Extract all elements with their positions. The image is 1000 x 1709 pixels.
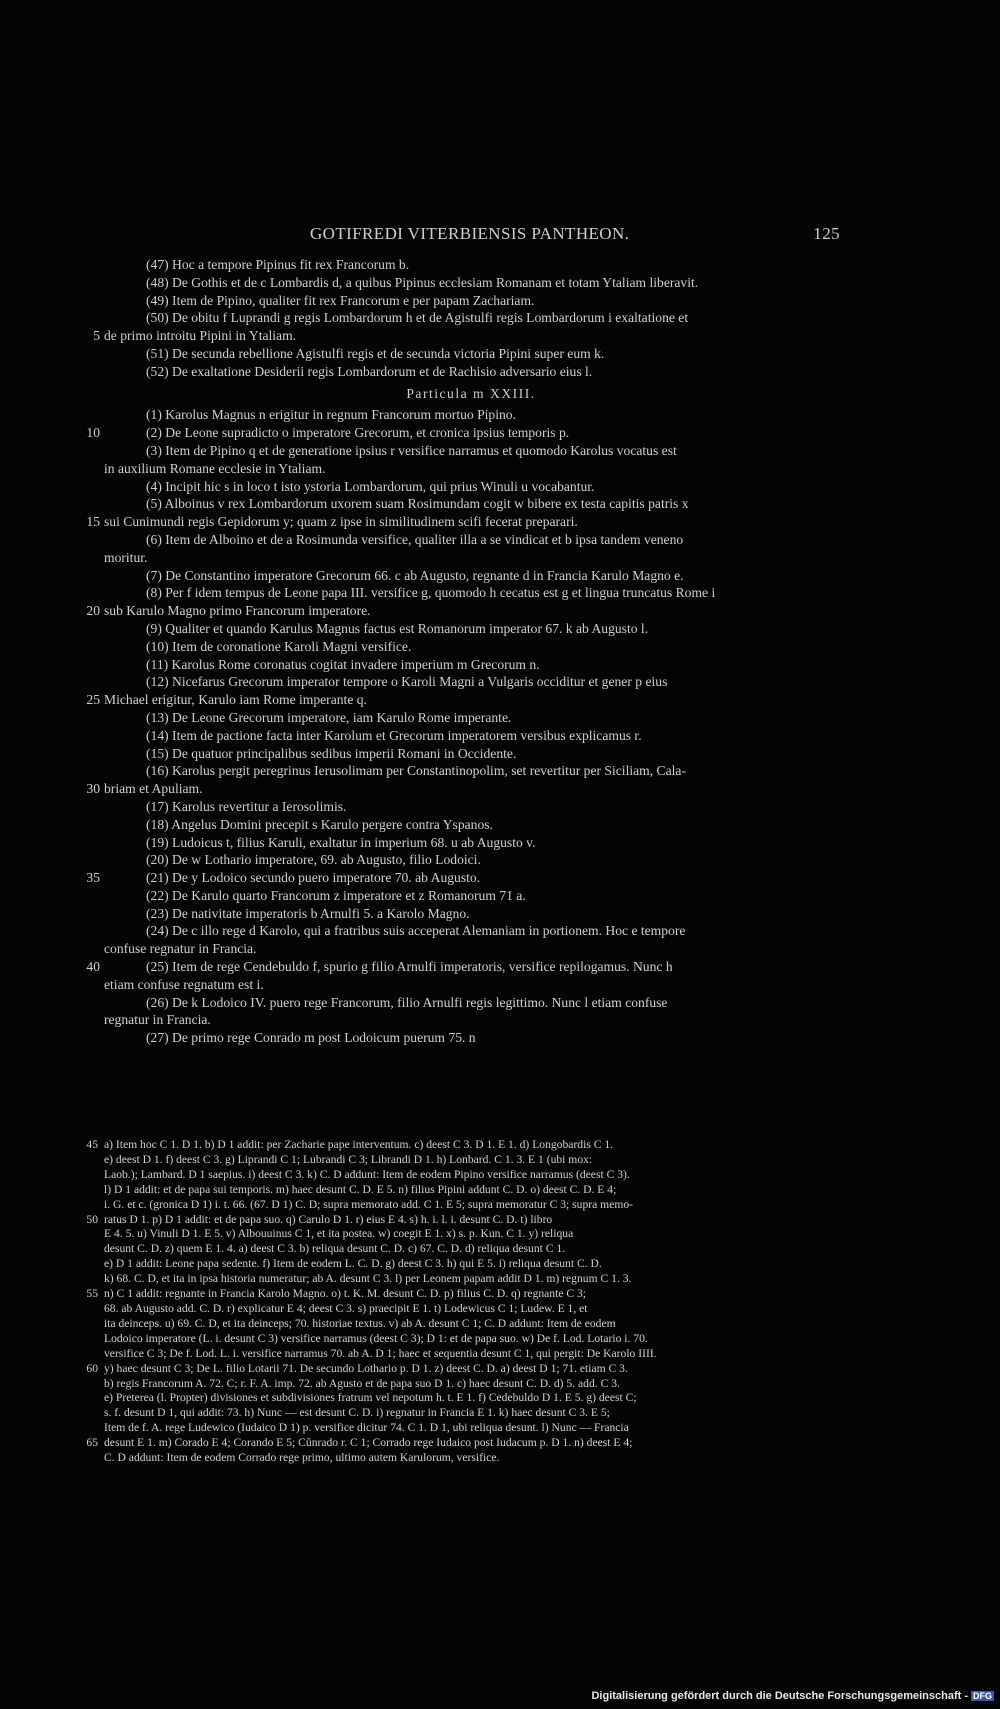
text-line — [104, 727, 838, 745]
line-text: (2) De Leone supradicto o imperatore Grecorum, et cronica ipsius temporis p. — [146, 425, 570, 441]
text-line — [104, 656, 838, 674]
line-text: (11) Karolus Rome coronatus cogitat invadere imperium m Grecorum n. — [146, 656, 540, 672]
line-text: (52) De exaltatione Desiderii regis Lombardorum et de Rachisio adversario eius l. — [146, 363, 593, 379]
line-number: 30 — [86, 781, 100, 797]
note-line — [104, 1332, 836, 1347]
line-text: ratus D 1. p) D 1 addit: et de papa suo. q) Carulo D 1. r) eius E 4. s) h. i. l. i. desunt C. D. t) libro — [104, 1212, 553, 1226]
note-line — [86, 1361, 836, 1377]
line-text: (6) Item de Alboino et de a Rosimunda versifice, qualiter illa a se vindicat et b ipsa tandem veneno — [146, 531, 684, 547]
line-text: (24) De c illo rege d Karolo, qui a fratribus suis acceperat Alemaniam in portionem. Hoc e tempore — [146, 923, 686, 939]
text-line — [104, 478, 838, 496]
text-line — [104, 976, 838, 994]
note-line — [104, 1183, 836, 1198]
text-line — [104, 745, 838, 763]
line-text: (7) De Constantino imperatore Grecorum 66. c ab Augusto, regnante d in Francia Karulo Magno e. — [146, 567, 684, 583]
line-text: ita deinceps. u) 69. C. D, et ita deinceps; 70. historiae textus. v) ab A. desunt C 1; C. D addunt: Item de eodem — [104, 1316, 616, 1330]
line-text: (26) De k Lodoico IV. puero rege Francorum, filio Arnulfi regis legittimo. Nunc l etiam confuse — [146, 994, 668, 1010]
line-text: e) deest D 1. f) deest C 3. g) Liprandi C 1; Lubrandi C 3; Librandi D 1. h) Lonbard. C 1. 3. E 1 (ubi mox: — [104, 1152, 593, 1166]
text-line — [104, 531, 838, 549]
text-line — [104, 1029, 838, 1047]
line-text: versifice C 3; De f. Lod. L. i. versifice narramus 70. ab A. D 1; haec et sequentia desunt C 1, qui pergit: De Karolo IIII. — [104, 1346, 657, 1360]
line-text: sui Cunimundi regis Gepidorum y; quam z ipse in similitudinem scifi fecerat preparari. — [104, 514, 578, 530]
line-number: 60 — [86, 1361, 98, 1375]
text-line — [104, 620, 838, 638]
line-text: Particula m XXIII. — [406, 385, 536, 401]
line-text: in auxilium Romane ecclesie in Ytaliam. — [104, 460, 326, 476]
main-text — [86, 256, 838, 1047]
page-number: 125 — [813, 224, 840, 243]
dfg-logo: DFG — [973, 1691, 992, 1701]
line-text: (1) Karolus Magnus n erigitur in regnum Francorum mortuo Pipino. — [146, 407, 516, 423]
text-line — [104, 292, 838, 310]
text-line — [104, 638, 838, 656]
note-line — [104, 1227, 836, 1242]
line-text: (17) Karolus revertitur a Ierosolimis. — [146, 798, 347, 814]
note-line — [104, 1317, 836, 1332]
line-text: de primo introitu Pipini in Ytaliam. — [104, 328, 297, 344]
line-text: (12) Nicefarus Grecorum imperator tempore o Karoli Magni a Vulgaris occiditur et gener p eius — [146, 674, 668, 690]
text-line — [104, 584, 838, 602]
line-text: (8) Per f idem tempus de Leone papa III. versifice g, quomodo h cecatus est g et lingua truncatus Rome i — [146, 585, 716, 601]
line-number: 45 — [86, 1138, 98, 1151]
line-text: l) D 1 addit: et de papa sui temporis. m) haec desunt C. D. E 5. n) filius Pipini addunt C. D. o) deest C. D. E 4; — [104, 1182, 617, 1196]
line-text: (13) De Leone Grecorum imperatore, iam Karulo Rome imperante. — [146, 709, 512, 725]
text-line — [104, 274, 838, 292]
line-text: (21) De y Lodoico secundo puero imperatore 70. ab Augusto. — [146, 870, 481, 886]
line-text: e) Preterea (l. Propter) divisiones et subdivisiones fratrum vel nepotum h. t. E 1. f) Cedebuldo D 1. E 5. g) deest C; — [104, 1391, 637, 1405]
line-text: (9) Qualiter et quando Karulus Magnus factus est Romanorum imperator 67. k ab Augusto l. — [146, 620, 649, 636]
text-line — [86, 869, 838, 887]
text-line — [104, 345, 838, 363]
text-line — [104, 1011, 838, 1029]
note-line — [104, 1391, 836, 1406]
text-line — [86, 513, 838, 531]
note-line — [86, 1436, 836, 1451]
text-line — [93, 327, 838, 345]
line-text: y) haec desunt C 3; De L. filio Lotarii 71. De secundo Lothario p. D 1. z) deest C. D. a) deest D 1; 71. etiam C 3. — [104, 1361, 628, 1375]
line-text: n) C 1 addit: regnante in Francia Karolo Magno. o) t. K. M. desunt C. D. p) filius C. D. q) regnante C 3; — [104, 1287, 587, 1301]
note-line — [104, 1168, 836, 1183]
line-number: 35 — [86, 870, 100, 886]
note-line — [104, 1347, 836, 1362]
text-line — [104, 798, 838, 816]
text-line — [104, 762, 838, 780]
line-text: (4) Incipit hic s in loco t isto ystoria Lombardorum, qui prius Winuli u vocabantur. — [146, 478, 595, 494]
text-line — [104, 709, 838, 727]
note-line — [86, 1138, 836, 1153]
note-line — [104, 1421, 836, 1436]
line-text: (47) Hoc a tempore Pipinus fit rex Francorum b. — [146, 257, 410, 272]
footer-text: Digitalisierung gefördert durch die Deutsche Forschungsgemeinschaft - — [591, 1690, 968, 1702]
text-line — [86, 780, 838, 798]
line-text: regnatur in Francia. — [104, 1012, 211, 1028]
text-line — [104, 834, 838, 852]
text-line — [104, 256, 838, 274]
line-text: Michael erigitur, Karulo iam Rome imperante q. — [104, 692, 367, 708]
note-line — [86, 1212, 836, 1228]
line-text: sub Karulo Magno primo Francorum imperatore. — [104, 603, 371, 619]
line-text: moritur. — [104, 549, 148, 565]
note-line — [104, 1257, 836, 1272]
note-line — [104, 1272, 836, 1287]
line-text: briam et Apuliam. — [104, 781, 203, 797]
text-line — [104, 549, 838, 567]
text-line — [104, 460, 838, 478]
line-text: C. D addunt: Item de eodem Corrado rege primo, ultimo autem Karulorum, versifice. — [104, 1451, 500, 1465]
text-line — [86, 602, 838, 620]
line-text: (51) De secunda rebellione Agistulfi regis et de secunda victoria Pipini super eum k. — [146, 345, 605, 361]
line-text: k) 68. C. D, et ita in ipsa historia numeratur; ab A. desunt C 3. l) per Leonem papam addit D 1. m) regnum C 1. 3. — [104, 1272, 632, 1286]
line-text: (22) De Karulo quarto Francorum z imperatore et z Romanorum 71 a. — [146, 887, 526, 903]
note-line — [86, 1287, 836, 1302]
line-text: (16) Karolus pergit peregrinus Ierusolimam per Constantinopolim, set revertitur per Siciliam, Cala- — [146, 763, 686, 779]
line-text: Laob.); Lambard. D 1 saepius. i) deest C 3. k) C. D addunt: Item de eodem Pipino versifice narramus (deest C 3). — [104, 1167, 630, 1181]
text-line — [104, 922, 838, 940]
line-number: 50 — [86, 1212, 98, 1226]
section-heading — [104, 385, 838, 403]
note-line — [104, 1302, 836, 1317]
text-line — [104, 495, 838, 513]
line-number: 10 — [86, 425, 100, 441]
text-line — [86, 958, 838, 976]
line-number: 20 — [86, 603, 100, 619]
text-line — [104, 994, 838, 1012]
line-text: (50) De obitu f Luprandi g regis Lombardorum h et de Agistulfi regis Lombardorum i exaltatione et — [146, 310, 689, 326]
line-text: Item de f. A. rege Ludewico (Iudaico D 1) p. versifice dicitur 74. C 1. D 1, ubi reliqua desunt. l) Nunc — Francia — [104, 1421, 629, 1435]
note-line — [104, 1242, 836, 1257]
line-text: a) Item hoc C 1. D 1. b) D 1 addit: per Zacharie pape interventum. c) deest C 3. D 1. E 1. d) Longobardis C 1. — [104, 1138, 614, 1151]
line-text: etiam confuse regnatum est i. — [104, 976, 264, 992]
text-line — [104, 406, 838, 424]
text-line — [104, 442, 838, 460]
line-text: 68. ab Augusto add. C. D. r) explicatur E 4; deest C 3. s) praecipit E 1. t) Lodewicus C 1; Ludew. E 1, et — [104, 1301, 588, 1315]
line-number: 65 — [86, 1436, 98, 1450]
line-text: (19) Ludoicus t, filius Karuli, exaltatur in imperium 68. u ab Augusto v. — [146, 834, 536, 850]
line-text: confuse regnatur in Francia. — [104, 941, 257, 957]
line-text: (23) De nativitate imperatoris b Arnulfi 5. a Karolo Magno. — [146, 905, 470, 921]
line-number: 55 — [86, 1287, 98, 1301]
line-text: desunt C. D. z) quem E 1. 4. a) deest C 3. b) reliqua desunt C. D. c) 67. C. D. d) reliqua desunt C 1. — [104, 1242, 566, 1256]
line-text: e) D 1 addit: Leone papa sedente. f) Item de eodem L. C. D. g) deest C 3. h) qui E 5. i) reliqua desunt C. D. — [104, 1257, 602, 1271]
text-line — [104, 851, 838, 869]
line-text: E 4. 5. u) Vinuli D 1. E 5. v) Albouuinus C 1, et ita postea. w) coegit E 1. x) s. p. Kun. C 1. y) reliqua — [104, 1227, 574, 1241]
line-text: (49) Item de Pipino, qualiter fit rex Francorum e per papam Zachariam. — [146, 292, 535, 308]
note-line — [104, 1406, 836, 1421]
text-line — [104, 309, 838, 327]
running-title: GOTIFREDI VITERBIENSIS PANTHEON. — [310, 224, 630, 243]
line-text: i. G. et c. (gronica D 1) i. t. 66. (67. D 1) C. D; supra memorato add. C 1. E 5; supra memoratur C 3; supra memo- — [104, 1197, 634, 1211]
text-line — [104, 816, 838, 834]
line-text: (27) De primo rege Conrado m post Lodoicum puerum 75. n — [146, 1030, 476, 1046]
line-text: (15) De quatuor principalibus sedibus imperii Romani in Occidente. — [146, 745, 517, 761]
line-text: (10) Item de coronatione Karoli Magni versifice. — [146, 638, 412, 654]
note-line — [104, 1451, 836, 1466]
line-text: s. f. desunt D 1, qui addit: 73. h) Nunc — est desunt C. D. i) regnatur in Francia E 1. k) haec desunt C 3. E 5; — [104, 1406, 610, 1420]
line-text: (18) Angelus Domini precepit s Karulo pergere contra Yspanos. — [146, 816, 493, 832]
line-text: Lodoico imperatore (L. i. desunt C 3) versifice narramus (deest C 3); D 1: et de papa suo. w) De f. Lod. Lotario i. 70. — [104, 1331, 648, 1345]
line-text: (20) De w Lothario imperatore, 69. ab Augusto, filio Lodoici. — [146, 852, 481, 868]
line-number: 5 — [93, 328, 100, 344]
line-text: desunt E 1. m) Corado E 4; Corando E 5; Cŭnrado r. C 1; Corrado rege Iudaico post Iudacum p. D 1. n) deest E 4; — [104, 1436, 633, 1450]
text-line — [104, 940, 838, 958]
line-text: (3) Item de Pipino q et de generatione ipsius r versifice narramus et quomodo Karolus vocatus est — [146, 442, 677, 458]
line-text: (5) Alboinus v rex Lombardorum uxorem suam Rosimundam cogit w bibere ex testa capitis patris x — [146, 496, 689, 512]
text-line — [104, 567, 838, 585]
funding-footer — [591, 1690, 994, 1702]
line-number: 40 — [86, 959, 100, 975]
note-line — [104, 1153, 836, 1168]
text-line — [104, 887, 838, 905]
text-line — [104, 905, 838, 923]
line-text: b) regis Francorum A. 72. C; r. F. A. imp. 72. ab Agusto et de papa suo D 1. c) haec desunt C. D. d) 5. add. C 3. — [104, 1376, 620, 1390]
line-text: (25) Item de rege Cendebuldo f, spurio g filio Arnulfi imperatoris, versifice repilogamus. Nunc h — [146, 959, 673, 975]
line-number: 15 — [86, 514, 100, 530]
text-line — [86, 424, 838, 442]
text-line — [104, 673, 838, 691]
note-line — [104, 1377, 836, 1392]
line-text: (48) De Gothis et de c Lombardis d, a quibus Pipinus ecclesiam Romanam et totam Ytaliam liberavit. — [146, 274, 699, 290]
note-line — [104, 1198, 836, 1213]
line-text: (14) Item de pactione facta inter Karolum et Grecorum imperatorem versibus explicamus r. — [146, 727, 642, 743]
text-line — [86, 691, 838, 709]
critical-apparatus — [86, 1138, 836, 1466]
line-number: 25 — [86, 692, 100, 708]
text-line — [104, 363, 838, 381]
